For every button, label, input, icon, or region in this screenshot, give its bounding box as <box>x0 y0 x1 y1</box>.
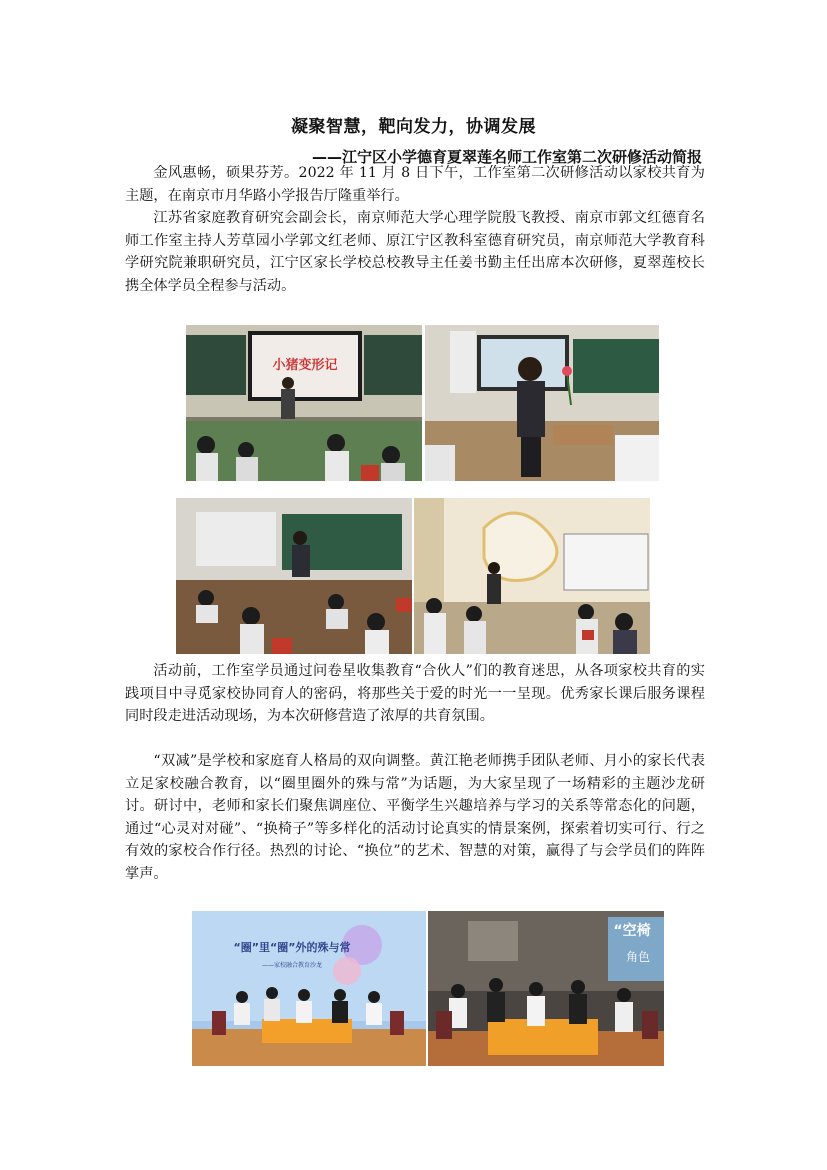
banner-text: “圈”里“圈”外的殊与常 <box>233 941 351 954</box>
photo-teacher-flower <box>425 325 659 481</box>
paragraph-intro: 金风惠畅，硕果芬芳。2022 年 11 月 8 日下午，工作室第二次研修活动以家校共育为主题，在南京市月华路小学报告厅隆重举行。 <box>125 165 705 204</box>
photo-salon-stage <box>192 911 426 1066</box>
banner-sub-2: 角色 <box>625 950 651 964</box>
banner-sub: ——家校融合教育沙龙 <box>261 962 323 969</box>
paragraph-preparation: 活动前，工作室学员通过问卷星收集教育“合伙人”们的教育迷思，从各项家校共育的实践项目中寻觅家校协同育人的密码，将那些关于爱的时光一一呈现。优秀家长课后服务课程同时段走进活动现场，为本次研修营造了浓厚的共育氛围。 <box>125 663 705 724</box>
photo-classroom-lecture <box>186 325 422 481</box>
photo-classroom-speaker <box>176 498 412 654</box>
screen-text: 小猪变形记 <box>272 358 338 373</box>
page-subtitle: ——江宁区小学德育夏翠莲名师工作室第二次研修活动简报 <box>311 148 702 166</box>
photo-activity-room <box>414 498 650 654</box>
page-title: 凝聚智慧，靶向发力，协调发展 <box>291 117 536 137</box>
paragraph-salon: “双减”是学校和家庭育人格局的双向调整。黄江艳老师携手团队老师、月小的家长代表立足家校融合教育，以“圈里圈外的殊与常”为话题，为大家呈现了一场精彩的主题沙龙研讨。研讨中，老师和家长们聚焦调座位、平衡学生兴趣培养与学习的关系等常态化的问题，通过“心灵对对碰”、“换椅子”等多样化的活动讨论真实的情景案例，探索着切实可行、行之有效的家校合作行径。热烈的讨论、“换位”的艺术、智慧的对策，赢得了与会学员们的阵阵掌声。 <box>125 753 705 882</box>
photo-salon-discussion <box>428 911 664 1066</box>
banner-text-2: “空椅 <box>613 923 651 939</box>
paragraph-attendees: 江苏省家庭教育研究会副会长，南京师范大学心理学院殷飞教授、南京市郭文红德育名师工作室主持人芳草园小学郭文红老师、原江宁区教科室德育研究员，南京师范大学教育科学研究院兼职研究员，江宁区家长学校总校教导主任姜书勤主任出席本次研修，夏翠莲校长携全体学员全程参与活动。 <box>125 210 705 294</box>
